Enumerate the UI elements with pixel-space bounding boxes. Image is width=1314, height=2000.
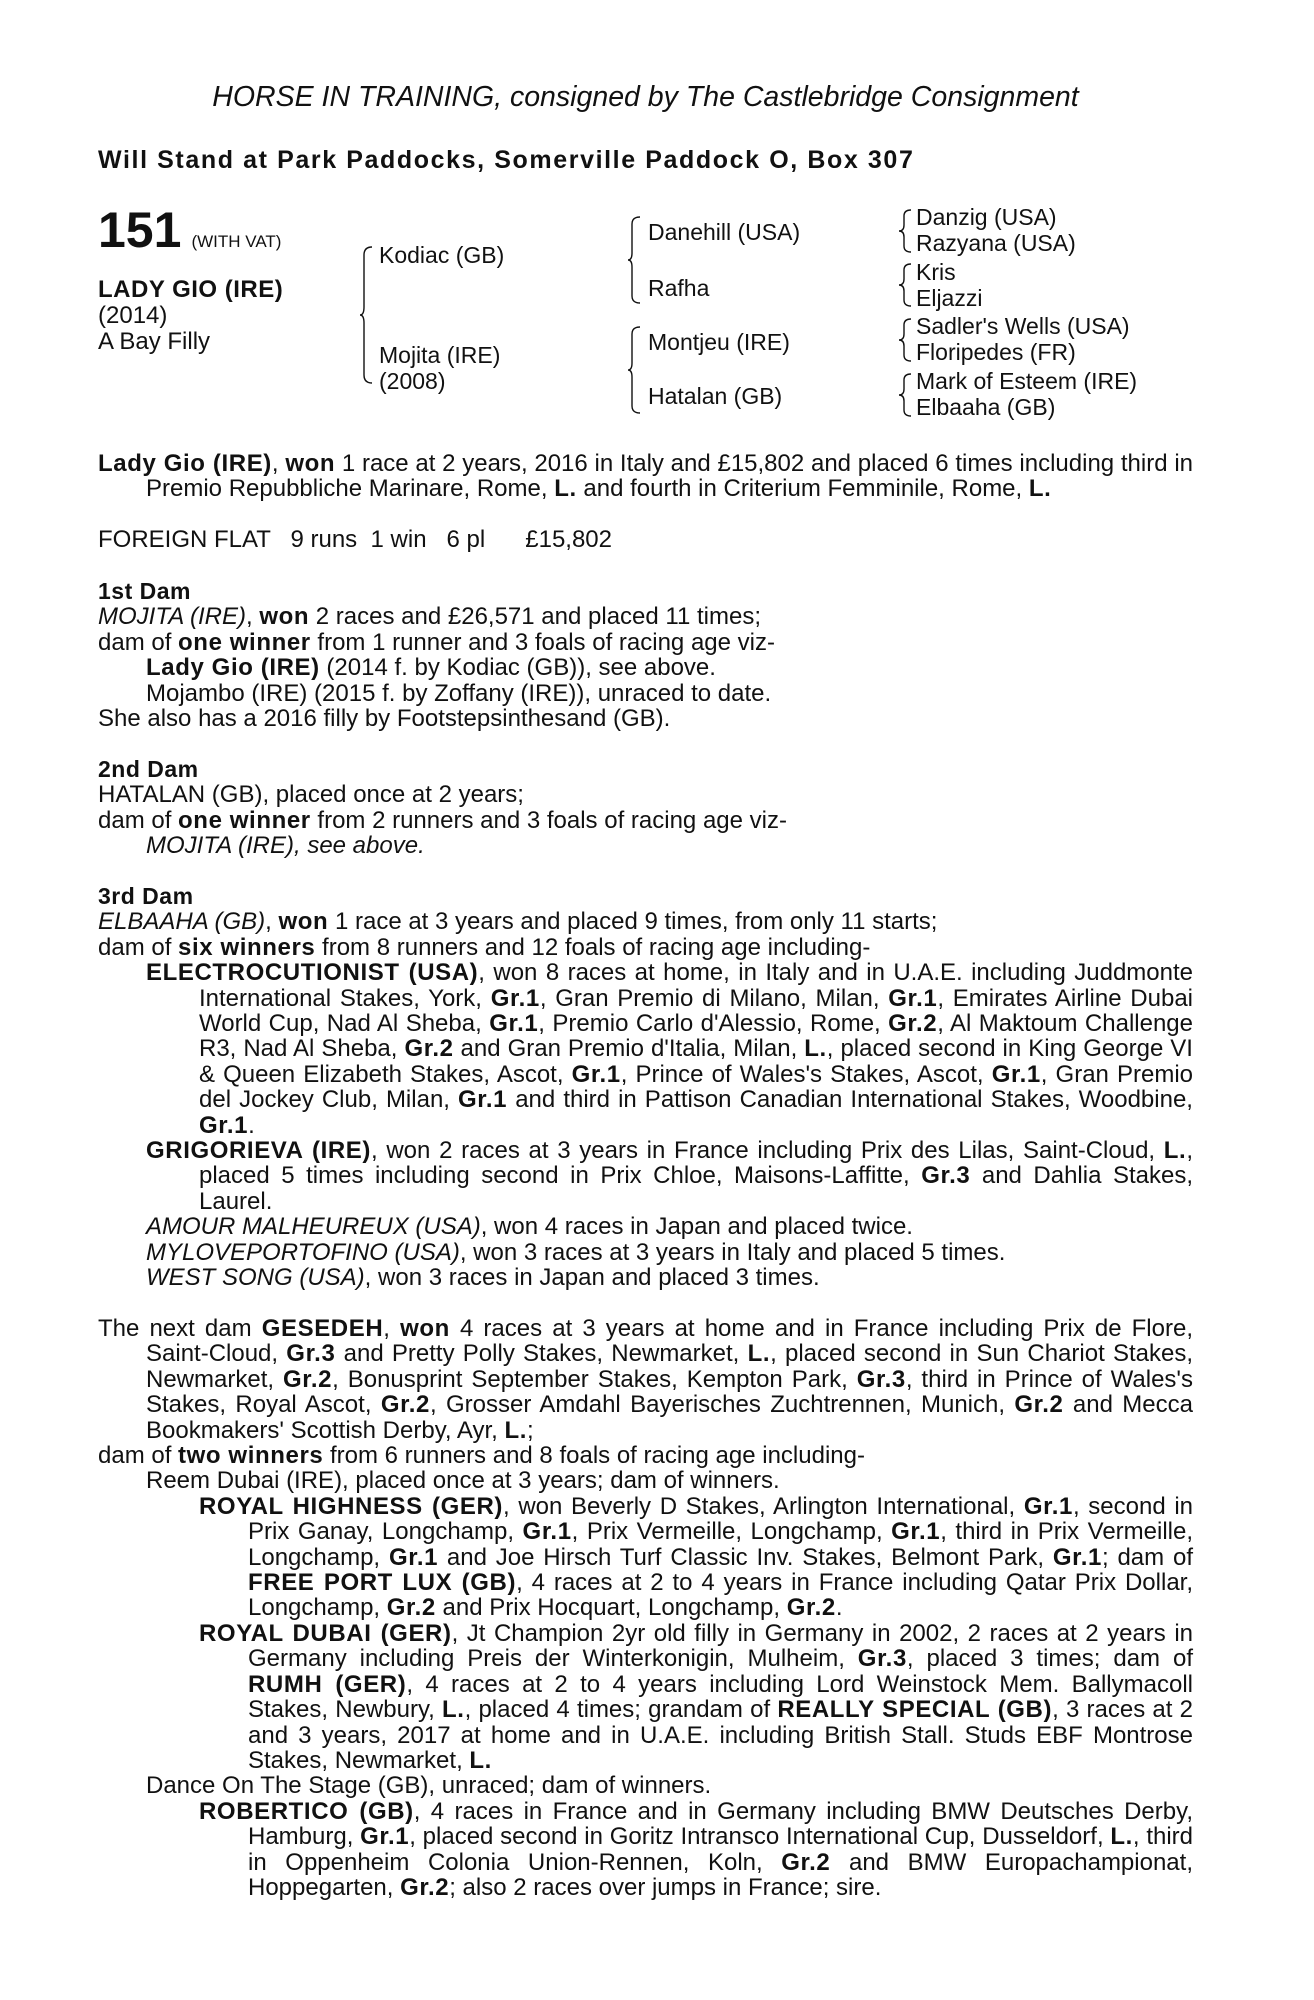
produce-reem-dubai: Reem Dubai (IRE), placed once at 3 years; dam of winners. — [146, 1467, 780, 1495]
next-dam-text: and Mecca Bookmakers' Scottish Derby, Ayr, — [146, 1391, 1193, 1444]
listed-label: L. — [1163, 1137, 1187, 1165]
summary-won: won — [285, 450, 336, 477]
race-summary: Lady Gio (IRE), won 1 race at 2 years, 2016 in Italy and £15,802 and placed 6 times including third in Premio Repubbliche Marinare, Rome, L. and fourth in Criterium Femminile, Rome, L. — [98, 450, 1193, 503]
next-dam-produce-line — [98, 1443, 1193, 1468]
grade-label: Gr.2 — [888, 1010, 938, 1038]
pedigree-sire-dam: Rafha — [648, 275, 710, 301]
produce-text: and Dahlia Stakes, Laurel. — [199, 1162, 1194, 1215]
third-dam-section — [98, 884, 1193, 1291]
third-dam-dam-of: dam of — [98, 933, 179, 961]
next-dam-text: ; — [527, 1416, 534, 1444]
grade-label: Gr.2 — [386, 1594, 436, 1622]
first-dam-heading: 1st Dam — [98, 578, 191, 604]
produce-text: and third in Pattison Canadian International Stakes, Woodbine, — [507, 1086, 1193, 1114]
next-dam-paragraph: The next dam GESEDEH, won 4 races at 3 years at home and in France including Prix de Flore, Saint-Cloud, Gr.3 and Pretty Polly Stakes, Newmarket, L., placed second in Sun Chariot Stakes, Newmarket, Gr.2, Bonusprint September Stakes, Kempton Park, Gr.3, third in Prince of Wales's Stakes, Royal Ascot, Gr.2, Grosser Amdahl Bayerisches Zuchtrennen, Munich, Gr.2 and Mecca Bookmakers' Scottish Derby, Ayr, L.; — [98, 1315, 1193, 1444]
produce-text: , placed 4 times; grandam of — [464, 1696, 778, 1724]
grade-label: Gr.2 — [786, 1594, 836, 1622]
produce-robertico — [98, 1799, 1193, 1901]
stand-location: Will Stand at Park Paddocks, Somerville Paddock O, Box 307 — [98, 146, 915, 174]
grade-label: Gr.1 — [388, 1543, 439, 1571]
produce-name: AMOUR MALHEUREUX (USA) — [146, 1213, 481, 1241]
produce-text: , placed second in Goritz Intransco International Cup, Dusseldorf, — [409, 1823, 1111, 1851]
grade-label: Gr.2 — [282, 1365, 333, 1393]
produce-royal-highness: ROYAL HIGHNESS (GER), won Beverly D Stakes, Arlington International, Gr.1, second in Prix Ganay, Longchamp, Gr.1, Prix Vermeille, Longchamp, Gr.1, third in Prix Vermeille, Longchamp, Gr.1 and Joe Hirsch Turf Classic Inv. Stakes, Belmont Park, Gr.1; dam of FREE PORT LUX (GB), 4 races at 2 to 4 years in France including Qatar Prix Dollar, Longchamp, Gr.2 and Prix Hocquart, Longchamp, Gr.2. — [199, 1492, 1194, 1622]
pedigree-brace-ds — [899, 317, 913, 363]
produce-text: , Al Maktoum Challenge R3, Nad Al Sheba, — [199, 1010, 1193, 1063]
third-dam-heading: 3rd Dam — [98, 883, 194, 909]
next-dam-intro: The next dam — [98, 1315, 262, 1342]
grade-label: Gr.2 — [400, 1873, 450, 1901]
next-dam-dam-of: dam of — [98, 1442, 179, 1470]
first-dam-produce-text: from 1 runner and 3 foals of racing age viz- — [310, 628, 775, 656]
first-dam-won: won — [259, 603, 310, 631]
next-dam-text: , Bonusprint September Stakes, Kempton Park, — [332, 1365, 857, 1393]
first-dam-text: 2 races and £26,571 and placed 11 times; — [309, 603, 761, 631]
pedigree-dam-year: (2008) — [379, 368, 446, 394]
listed-label: L. — [1110, 1823, 1133, 1851]
horse-name: LADY GIO (IRE) — [98, 276, 284, 303]
first-dam-produce-2: Mojambo (IRE) (2015 f. by Zoffany (IRE)), unraced to date. — [146, 679, 772, 707]
second-dam-produce-1: MOJITA (IRE), see above. — [146, 832, 425, 860]
produce-text: , 3 races at 2 and 3 years, 2017 at home and in U.A.E. including British Stall. Studs EBF Montrose Stakes, Newmarket, — [248, 1696, 1193, 1774]
produce-text: , Jt Champion 2yr old filly in Germany in 2002, 2 races at 2 years in Germany including Preis der Winterkonigin, Mulheim, — [248, 1619, 1193, 1673]
summary-text: 1 race at 2 years, 2016 in Italy and £15,802 and placed 6 times including third in Premio Repubbliche Marinare, Rome, — [146, 450, 1193, 503]
produce-text: and BMW Europachampionat, Hoppegarten, — [248, 1848, 1193, 1901]
pedigree-brace-dd — [899, 372, 913, 418]
produce-text: , second in Prix Ganay, Longchamp, — [248, 1492, 1193, 1546]
grade-label: Gr.2 — [1014, 1391, 1064, 1419]
pedigree-sire: Kodiac (GB) — [379, 242, 505, 268]
second-dam-produce-line — [98, 808, 1193, 833]
grade-label: Gr.1 — [1023, 1492, 1073, 1520]
pedigree-brace-sire — [628, 215, 642, 305]
produce-text: ; also 2 races over jumps in France; sire. — [449, 1873, 882, 1901]
produce-text: , won 3 races at 3 years in Italy and placed 5 times. — [459, 1238, 1006, 1266]
grade-label: Gr.2 — [404, 1035, 454, 1063]
third-dam-winners: six winners — [178, 933, 316, 961]
first-dam-also: She also has a 2016 filly by Footstepsinthesand (GB). — [98, 705, 671, 733]
produce-text: , placed second in King George VI & Queen Elizabeth Stakes, Ascot, — [199, 1035, 1193, 1088]
second-dam-winners: one winner — [178, 806, 311, 834]
produce-dance-on-the-stage: Dance On The Stage (GB), unraced; dam of winners. — [146, 1772, 712, 1800]
produce-royal-dubai — [98, 1621, 1193, 1773]
grade-label: Gr.1 — [199, 1111, 249, 1139]
first-dam-winners: one winner — [178, 628, 311, 656]
produce-text: , placed 3 times; dam of — [906, 1645, 1193, 1673]
produce-text: , won 2 races at 3 years in France including Prix des Lilas, Saint-Cloud, — [370, 1137, 1164, 1165]
grade-label: Gr.1 — [360, 1823, 410, 1851]
next-dam-produce-text: from 6 runners and 8 foals of racing age including- — [323, 1442, 865, 1470]
pedigree-brace-sire-dam — [360, 245, 374, 385]
pedigree-ddd: Elbaaha (GB) — [916, 394, 1056, 420]
third-dam-name: ELBAAHA (GB) — [98, 908, 266, 936]
produce-text: , won 8 races at home, in Italy and in U.A.E. including Juddmonte International Stakes, York, — [199, 959, 1193, 1012]
second-dam-section — [98, 757, 1193, 859]
third-dam-won: won — [278, 908, 329, 936]
lot-block — [98, 202, 282, 258]
grade-label: Gr.2 — [380, 1391, 430, 1419]
grade-label: Gr.1 — [458, 1086, 508, 1114]
first-dam-line: MOJITA (IRE), won 2 races and £26,571 and placed 11 times; — [98, 603, 761, 631]
produce-name: ROYAL HIGHNESS (GER) — [199, 1492, 504, 1520]
pedigree-dss: Sadler's Wells (USA) — [916, 313, 1130, 339]
first-dam-produce-line — [98, 630, 1193, 655]
produce-text: , third in Prix Vermeille, Longchamp, — [248, 1518, 1194, 1571]
produce-name: Lady Gio (IRE) — [146, 654, 320, 682]
produce-amour-malheureux — [98, 1214, 1193, 1239]
summary-text-2: and fourth in Criterium Femminile, Rome, — [576, 475, 1029, 503]
pedigree-ssd: Razyana (USA) — [916, 230, 1076, 256]
produce-name: ELECTROCUTIONIST (USA) — [146, 959, 479, 987]
grade-label: Gr.1 — [571, 1060, 621, 1088]
grade-label: Gr.3 — [857, 1645, 907, 1673]
produce-text: , Emirates Airline Dubai World Cup, Nad Al Sheba, — [199, 984, 1193, 1038]
vat-note: (WITH VAT) — [191, 232, 282, 251]
produce-text: , Premio Carlo d'Alessio, Rome, — [538, 1010, 889, 1038]
first-dam-name: MOJITA (IRE) — [98, 603, 246, 631]
grade-label: Gr.2 — [781, 1848, 831, 1876]
summary-listed-2: L. — [1028, 475, 1052, 503]
second-dam-produce-text: from 2 runners and 3 foals of racing age viz- — [310, 806, 787, 834]
pedigree-dds: Mark of Esteem (IRE) — [916, 368, 1138, 394]
produce-text: , won 3 races in Japan and placed 3 times. — [364, 1264, 820, 1292]
next-dam-text: , Grosser Amdahl Bayerisches Zuchtrennen, Munich, — [429, 1391, 1015, 1419]
first-dam-section — [98, 579, 1193, 731]
horse-description: A Bay Filly — [98, 328, 211, 355]
grade-label: Gr.1 — [991, 1060, 1041, 1088]
listed-label: L. — [504, 1416, 528, 1444]
produce-name: GRIGORIEVA (IRE) — [146, 1137, 371, 1165]
produce-name: REALLY SPECIAL (GB) — [777, 1696, 1053, 1724]
produce-name: WEST SONG (USA) — [146, 1264, 365, 1292]
third-dam-text: 1 race at 3 years and placed 9 times, from only 11 starts; — [328, 908, 938, 936]
summary-listed-1: L. — [554, 475, 577, 503]
summary-horse-name: Lady Gio (IRE) — [98, 450, 272, 477]
produce-text: , 4 races in France and in Germany including BMW Deutsches Derby, Hamburg, — [248, 1797, 1193, 1851]
produce-electrocutionist: ELECTROCUTIONIST (USA), won 8 races at home, in Italy and in U.A.E. including Juddmonte International Stakes, York, Gr.1, Gran Premio di Milano, Milan, Gr.1, Emirates Airline Dubai World Cup, Nad Al Sheba, Gr.1, Premio Carlo d'Alessio, Rome, Gr.2, Al Maktoum Challenge R3, Nad Al Sheba, Gr.2 and Gran Premio d'Italia, Milan, L., placed second in King George VI & Queen Elizabeth Stakes, Ascot, Gr.1, Prince of Wales's Stakes, Ascot, Gr.1, Gran Premio del Jockey Club, Milan, Gr.1 and third in Pattison Canadian International Stakes, Woodbine, Gr.1. — [146, 959, 1193, 1139]
produce-name: ROYAL DUBAI (GER) — [199, 1619, 452, 1647]
first-dam-produce-1 — [98, 655, 1193, 680]
produce-text: , third in Oppenheim Colonia Union-Rennen, Koln, — [248, 1823, 1194, 1876]
first-dam-dam-of: dam of — [98, 628, 179, 656]
produce-text: , won Beverly D Stakes, Arlington International, — [503, 1492, 1024, 1520]
grade-label: Gr.1 — [888, 984, 938, 1012]
produce-myloveportofino — [98, 1240, 1193, 1265]
horse-year: (2014) — [98, 302, 168, 329]
next-dam-section — [98, 1316, 1193, 1900]
listed-label: L. — [804, 1035, 827, 1063]
next-dam-text: 4 races at 3 years at home and in France including Prix de Flore, Saint-Cloud, — [146, 1315, 1193, 1368]
pedigree-sdd: Eljazzi — [916, 285, 983, 311]
produce-name: ROBERTICO (GB) — [199, 1797, 414, 1825]
grade-label: Gr.3 — [286, 1340, 336, 1368]
produce-west-song — [98, 1265, 1193, 1290]
listed-label: L. — [747, 1340, 771, 1368]
next-dam-name: GESEDEH — [261, 1315, 384, 1342]
pedigree-brace-ss — [899, 208, 913, 254]
produce-text: and Gran Premio d'Italia, Milan, — [453, 1035, 805, 1063]
listed-label: L. — [469, 1746, 492, 1774]
produce-text: , Prix Vermeille, Longchamp, — [571, 1518, 892, 1546]
produce-text: and Joe Hirsch Turf Classic Inv. Stakes, Belmont Park, — [438, 1543, 1053, 1571]
next-dam-text: and Pretty Polly Stakes, Newmarket, — [335, 1340, 748, 1368]
pedigree-sire-sire: Danehill (USA) — [648, 219, 801, 245]
produce-grigorieva — [98, 1138, 1193, 1214]
produce-text: ; dam of — [1101, 1543, 1193, 1571]
produce-text: , Gran Premio di Milano, Milan, — [539, 984, 889, 1012]
grade-label: Gr.1 — [489, 1010, 539, 1038]
produce-text: , Gran Premio del Jockey Club, Milan, — [199, 1060, 1193, 1114]
race-record: FOREIGN FLAT 9 runs 1 win 6 pl £15,802 — [98, 526, 612, 553]
next-dam-text: , placed second in Sun Chariot Stakes, Newmarket, — [146, 1340, 1193, 1393]
pedigree-dam: Mojita (IRE) — [379, 342, 501, 368]
lot-number: 151 — [98, 202, 182, 258]
produce-text: , placed 5 times including second in Prix Chloe, Maisons-Laffitte, — [199, 1137, 1193, 1190]
grade-label: Gr.1 — [522, 1518, 572, 1546]
produce-text: and Prix Hocquart, Longchamp, — [435, 1594, 787, 1622]
grade-label: Gr.1 — [1052, 1543, 1102, 1571]
second-dam-heading: 2nd Dam — [98, 756, 199, 782]
pedigree-brace-sd — [899, 262, 913, 308]
pedigree-sds: Kris — [916, 259, 956, 285]
grade-label: Gr.1 — [490, 984, 540, 1012]
produce-name: RUMH (GER) — [248, 1670, 407, 1698]
third-dam-produce-text: from 8 runners and 12 foals of racing age including- — [315, 933, 871, 961]
produce-text: , 4 races at 2 to 4 years including Lord Weinstock Mem. Ballymacoll Stakes, Newbury, — [248, 1670, 1193, 1724]
pedigree-dam-sire: Montjeu (IRE) — [648, 329, 790, 355]
listed-label: L. — [442, 1696, 465, 1724]
produce-text: (2014 f. by Kodiac (GB)), see above. — [319, 654, 716, 682]
second-dam-line: HATALAN (GB), placed once at 2 years; — [98, 781, 524, 809]
second-dam-dam-of: dam of — [98, 806, 179, 834]
produce-text: , won 4 races in Japan and placed twice. — [480, 1213, 913, 1241]
grade-label: Gr.3 — [856, 1365, 906, 1393]
produce-name: MYLOVEPORTOFINO (USA) — [146, 1238, 460, 1266]
pedigree-dam-dam: Hatalan (GB) — [648, 383, 783, 409]
pedigree-dsd: Floripedes (FR) — [916, 339, 1076, 365]
third-dam-line: ELBAAHA (GB), won 1 race at 3 years and placed 9 times, from only 11 starts; — [98, 908, 938, 936]
page-title: HORSE IN TRAINING, consigned by The Castlebridge Consignment — [212, 81, 1079, 113]
produce-text: , 4 races at 2 to 4 years in France including Qatar Prix Dollar, Longchamp, — [248, 1569, 1193, 1622]
produce-text: , Prince of Wales's Stakes, Ascot, — [620, 1060, 992, 1088]
next-dam-winners: two winners — [178, 1442, 324, 1470]
pedigree-sss: Danzig (USA) — [916, 204, 1057, 230]
grade-label: Gr.1 — [891, 1518, 941, 1546]
grade-label: Gr.3 — [921, 1162, 971, 1190]
produce-name: FREE PORT LUX (GB) — [248, 1569, 517, 1597]
third-dam-produce-line — [98, 935, 1193, 960]
next-dam-text: , third in Prince of Wales's Stakes, Royal Ascot, — [146, 1365, 1193, 1419]
pedigree-brace-dam — [628, 325, 642, 415]
next-dam-won: won — [400, 1315, 450, 1342]
